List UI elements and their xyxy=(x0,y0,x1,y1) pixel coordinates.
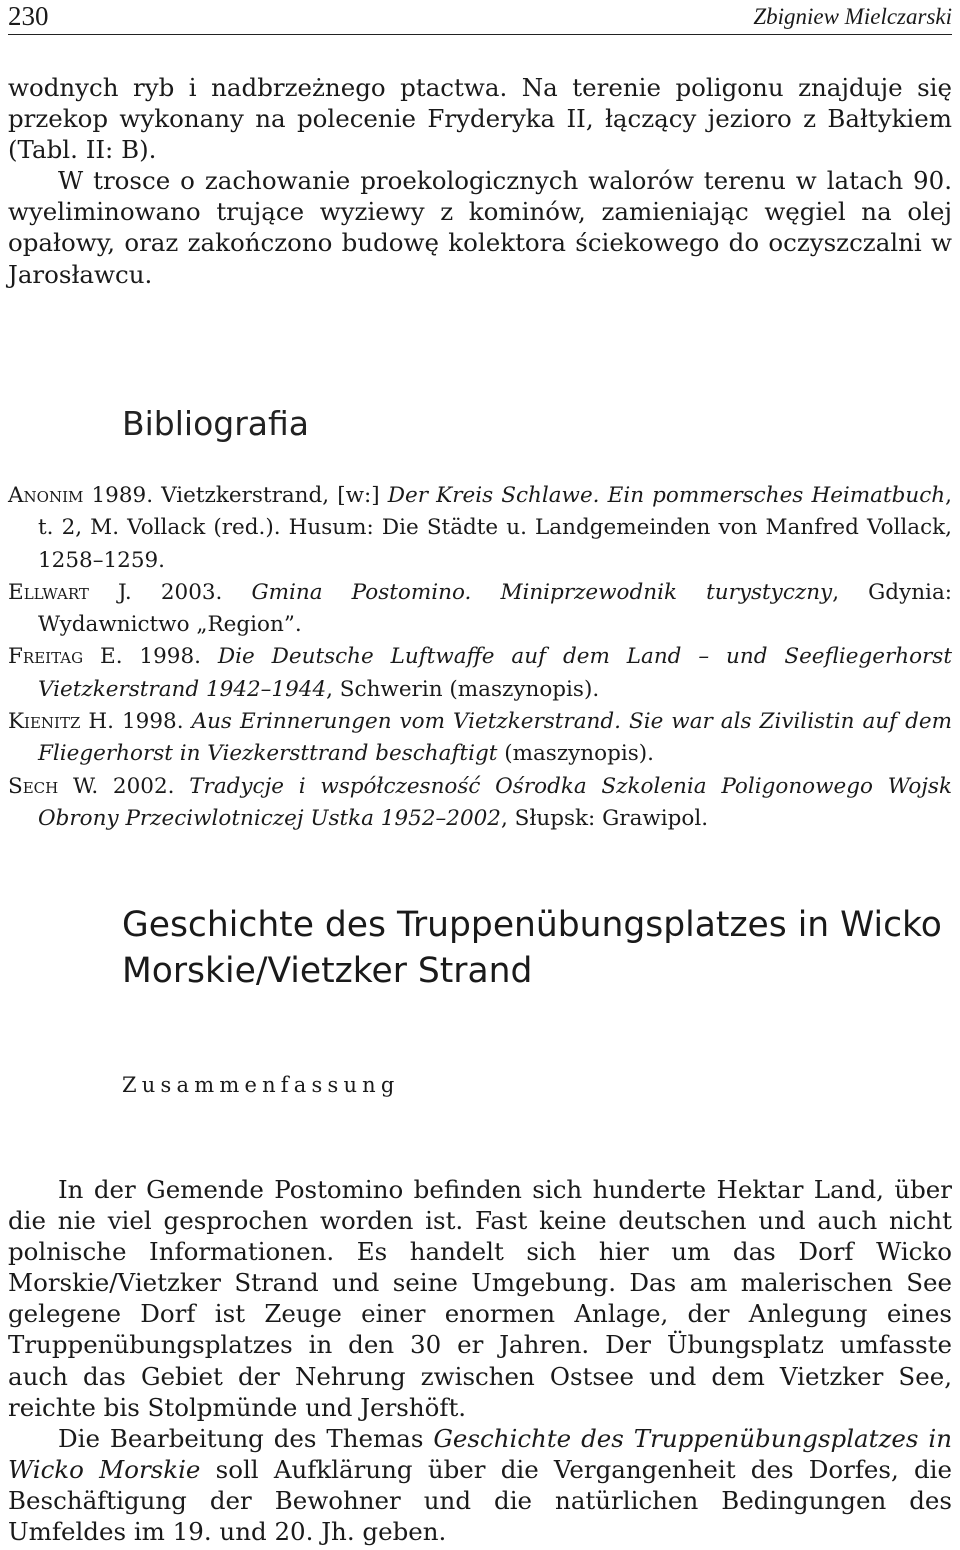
page-header xyxy=(8,0,952,35)
summary-text-part: soll Aufklärung über die Vergangenheit des Dorfes, die Beschäftigung der Bewohner und die natürlichen Bedingungen des Umfeldes im 19. und 20. Jh. geben. xyxy=(8,1454,952,1547)
entry-text: W. 2002. xyxy=(58,773,190,799)
bibliography-entry xyxy=(8,771,952,836)
entry-author: Freitag xyxy=(8,644,84,670)
entry-text: , Gdynia: Wydawnictwo „Region”. xyxy=(38,579,952,638)
intro-paragraph-2: W trosce o zachowanie proekologicznych walorów terenu w latach 90. wyeliminowano trujące wyziewy z kominów, zamieniając węgiel na olej opałowy, oraz zakończono budowę kolektora ściekowego do oczyszczalni w Jarosławcu. xyxy=(8,166,952,289)
intro-text xyxy=(8,72,952,290)
bibliography-entry xyxy=(8,577,952,642)
entry-text: , t. 2, M. Vollack (red.). Husum: Die Städte u. Landgemeinden von Manfred Vollack, 1258–1259. xyxy=(38,483,952,573)
entry-author: Sech xyxy=(8,773,59,799)
entry-text: , Słupsk: Grawipol. xyxy=(501,805,709,831)
entry-title: Gmina Postomino. Miniprzewodnik turystyczny xyxy=(251,579,833,605)
entry-title: Die Deutsche Luftwaffe auf dem Land – und Seefliegerhorst Vietzkerstrand 1942–1944 xyxy=(38,644,952,702)
summary-text-part: Die Bearbeitung des Themas xyxy=(58,1423,434,1453)
entry-title: Tradycje i współczesność Ośrodka Szkolenia Poligonowego Wojsk Obrony Przeciwlotniczej Ustka 1952–2002 xyxy=(38,773,952,831)
running-head-author: Zbigniew Mielczarski xyxy=(753,4,952,29)
entry-title: Der Kreis Schlawe. Ein pommersches Heimatbuch xyxy=(387,483,946,508)
entry-text: (maszynopis). xyxy=(497,741,654,767)
bibliography-heading: Bibliografia xyxy=(122,404,310,443)
entry-text: E. 1998. xyxy=(83,644,218,670)
entry-text: H. 1998. xyxy=(80,709,192,735)
summary-paragraph-2 xyxy=(8,1423,952,1547)
entry-author: Kienitz xyxy=(8,709,81,735)
entry-title: Aus Erinnerungen vom Vietzkerstrand. Sie war als Zivilistin auf dem Fliegerhorst in Viezkersttrand beschaftigt xyxy=(38,709,952,767)
entry-author: Ellwart xyxy=(8,579,89,605)
summary-paragraph-1: In der Gemende Postomino befinden sich hunderte Hektar Land, über die nie viel gesprochen worden ist. Fast keine deutschen und auch nicht polnische Informationen. Es handelt sich hier um das Dorf Wicko Morskie/Vietzker Strand und seine Umgebung. Das am malerischen See gelegene Dorf ist Zeuge einer enormen Anlage, der Anlegung eines Truppenübungsplatzes in den 30 er Jahren. Der Übungsplatz umfasste auch das Gebiet der Nehrung zwischen Ostsee und dem Vietzker See, reichte bis Stolpmünde und Jershöft. xyxy=(8,1175,952,1422)
summary-heading: Zusammenfassung xyxy=(122,1073,400,1097)
entry-text: J. 2003. xyxy=(88,579,252,605)
page-number: 230 xyxy=(8,1,49,31)
bibliography-list xyxy=(8,480,952,835)
article-title: Geschichte des Truppenübungsplatzes in Wicko Morskie/Vietzker Strand xyxy=(122,905,942,991)
entry-author: Anonim xyxy=(8,483,84,508)
bibliography-entry xyxy=(8,641,952,706)
intro-paragraph-1: wodnych ryb i nadbrzeżnego ptactwa. Na terenie poligonu znajduje się przekop wykonany na polecenie Fryderyka II, łączący jezioro z Bałtykiem (Tabl. II: B). xyxy=(8,73,952,165)
summary-italic-title: Geschichte des Truppenübungsplatzes in Wicko Morskie xyxy=(8,1423,953,1484)
bibliography-entry xyxy=(8,706,952,771)
entry-text: , Schwerin (maszynopis). xyxy=(326,676,600,702)
summary-text xyxy=(8,1174,952,1547)
bibliography-entry xyxy=(8,480,952,577)
entry-text: 1989. Vietzkerstrand, [w:] xyxy=(83,483,388,508)
